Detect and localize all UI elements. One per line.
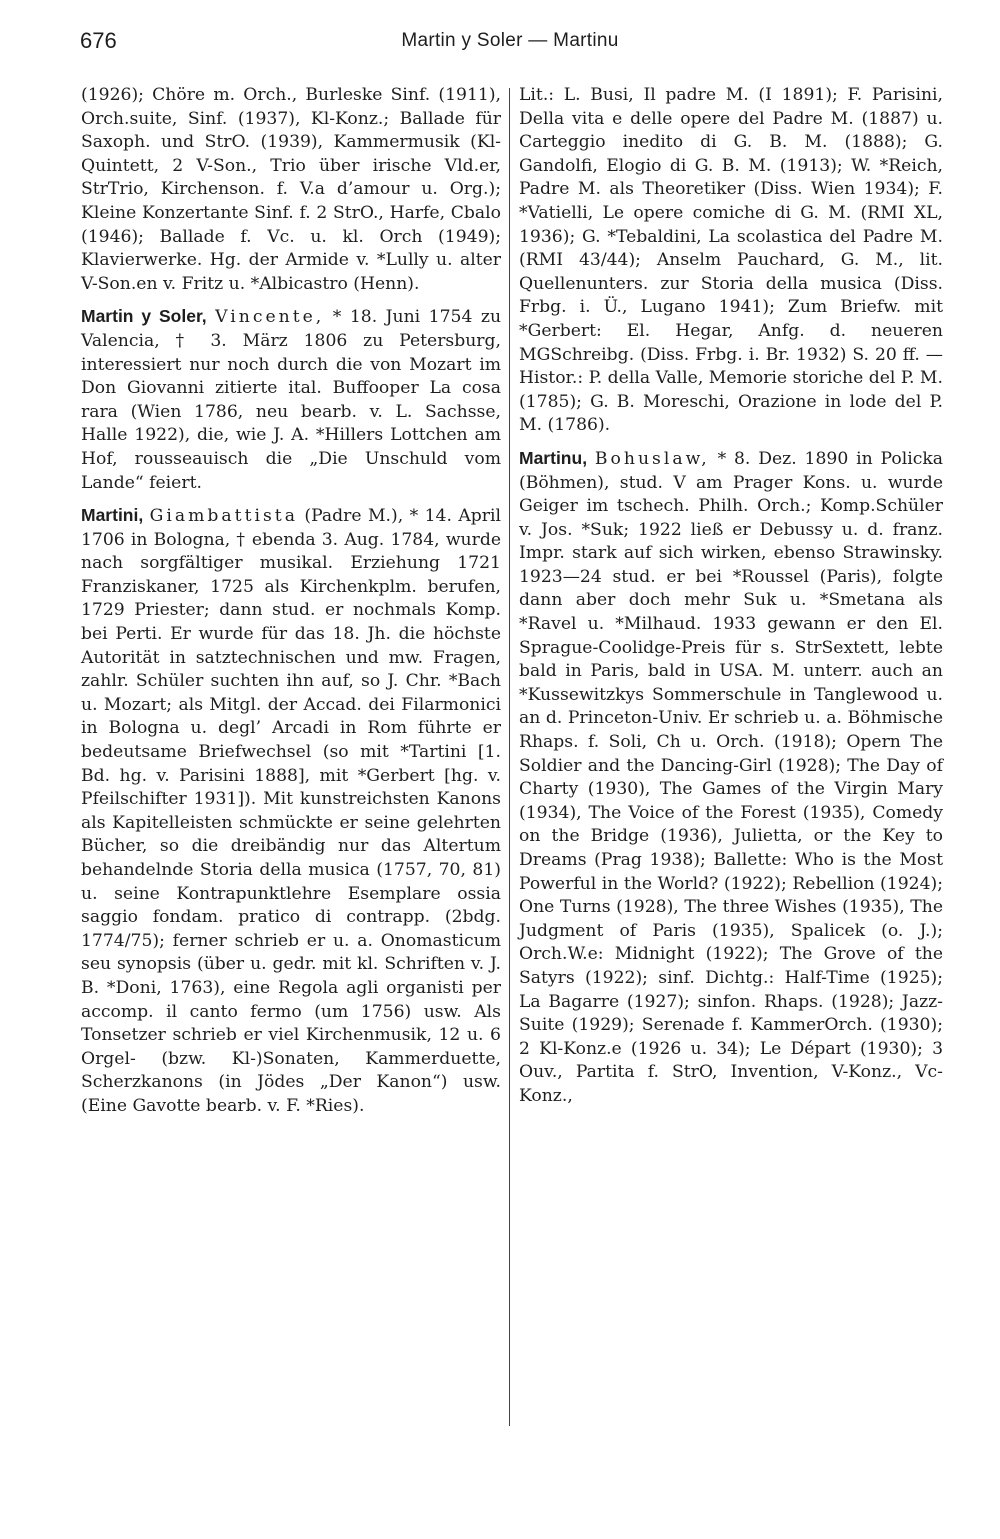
continuation-paragraph: (1926); Chöre m. Orch., Burleske Sinf. (1911), Orch.suite, Sinf. (1937), Kl-Konz.; Ballade für Saxoph. und StrO. (1939), Kammermusik (Kl-Quintett, 2 V-Son., Trio über irische Vld.er, StrTrio, Kirchenson. f. V.a d’amour u. Org.); Kleine Konzertante Sinf. f. 2 StrO., Harfe, Cbalo (1946); Ballade f. Vc. u. kl. Orch (1949); Klavierwerke. Hg. der Armide v. *Lully u. alter V-Son.en v. Fritz u. *Albicastro (Henn).: [81, 85, 501, 294]
running-head: Martin y Soler — Martinu: [401, 30, 619, 51]
entry-martinu: [519, 447, 943, 1109]
page-header: [80, 28, 940, 64]
entry-first-name: Bohuslaw,: [594, 448, 710, 469]
entry-headword: Martini,: [81, 505, 144, 526]
right-column: [519, 84, 943, 1109]
entry-headword: Martinu,: [519, 447, 588, 468]
entry-martini: [81, 504, 501, 1118]
entry-headword: Martin y Soler,: [81, 306, 207, 327]
entry-text: (Padre M.), * 14. April 1706 in Bologna, † ebenda 3. Aug. 1784, wurde nach sorgfältiger musikal. Erziehung 1721 Franziskaner, 1725 als Kirchenkplm. berufen, 1729 Priester; dann stud. er nochmals Komp. bei Perti. Er wurde für das 18. Jh. die höchste Autorität in satztechnischen und mw. Fragen, zahlr. Schüler suchten ihn auf, so J. Chr. *Bach u. Mozart; als Mitgl. der Accad. dei Filarmonici in Bologna u. degl’ Arcadi in Rom führte er bedeutsame Briefwechsel (so mit *Tartini [1. Bd. hg. v. Parisini 1888], mit *Gerbert [hg. v. Pfeilschifter 1931]). Mit kunstreichsten Kanons als Kapitelleisten schmückte er seine gelehrten Bücher, so die dreibändig nur das Altertum behandelnde Storia della musica (1757, 70, 81) u. seine Kontrapunktlehre Esemplare ossia saggio fondam. pratico di contrapp. (2bdg. 1774/75); ferner schrieb er u. a. Onomasticum seu synopsis (über u. gedr. mit kl. Schriften v. J. B. *Doni, 1763), eine Regola agli organisti per accomp. il canto fermo (um 1756) usw. Als Tonsetzer schrieb er viel Kirchenmusik, 12 u. 6 Orgel- (bzw. Kl-)Sonaten, Kammerduette, Scherzkanons (in Jödes „Der Kanon“) usw. (Eine Gavotte bearb. v. F. *Ries).: [81, 506, 501, 1116]
entry-text: * 8. Dez. 1890 in Policka (Böhmen), stud. V am Prager Kons. u. wurde Geiger im tschech. Philh. Orch.; Komp.Schüler v. Jos. *Suk; 1922 ließ er Debussy u. d. franz. Impr. stark auf sich wirken, ebenso Strawinsky. 1923—24 stud. er bei *Roussel (Paris), folgte dann aber doch mehr Suk u. *Smetana als *Ravel u. *Milhaud. 1933 gewann er den El. Sprague-Coolidge-Preis für s. StrSextett, lebte bald in Paris, bald in USA. M. unterr. auch an *Kussewitzkys Sommerschule in Tanglewood u. an d. Princeton-Univ. Er schrieb u. a. Böhmische Rhaps. f. Soli, Ch u. Orch. (1918); Opern The Soldier and the Dancing-Girl (1928); The Day of Charty (1930), The Games of the Virgin Mary (1934), The Voice of the Forest (1935), Comedy on the Bridge (1936), Julietta, or the Key to Dreams (Prag 1938); Ballette: Who is the Most Powerful in the World? (1922); Rebellion (1924); One Turns (1928), The three Wishes (1935), The Judgment of Paris (1935), Spalicek (o. J.); Orch.W.e: Midnight (1922); The Grove of the Satyrs (1922); sinf. Dichtg.: Half-Time (1925); La Bagarre (1927); sinfon. Rhaps. (1928); Jazz-Suite (1929); Serenade f. KammerOrch. (1930); 2 Kl-Konz.e (1926 u. 34); Le Départ (1930); 3 Ouv., Partita f. StrO, Invention, V-Konz., Vc-Konz.,: [519, 448, 943, 1106]
entry-first-name: Giambattista: [149, 506, 298, 527]
left-column: [81, 84, 501, 1119]
page-number: 676: [80, 28, 117, 53]
entry-first-name: Vincente,: [215, 307, 325, 328]
entry-text: * 18. Juni 1754 zu Valencia, † 3. März 1806 zu Petersburg, interessiert nur noch durch die von Mozart im Don Giovanni zitierte ital. Buffooper La cosa rara (Wien 1786, neu bearb. v. L. Sachsse, Halle 1922), die, wie J. A. *Hillers Lottchen am Hof, rousseauisch die „Die Unschuld vom Lande“ feiert.: [81, 307, 502, 493]
entry-martin-y-soler: [81, 305, 501, 495]
column-divider: [509, 88, 510, 1426]
literature-paragraph: Lit.: L. Busi, Il padre M. (I 1891); F. Parisini, Della vita e delle opere del Padre M. (1887) u. Carteggio inedito di G. B. M. (1888); G. Gandolfi, Elogio di G. B. M. (1913); W. *Reich, Padre M. als Theoretiker (Diss. Wien 1934); F. *Vatielli, Le opere comiche di G. M. (RMI XL, 1936); G. *Tebaldini, La scolastica del Padre M. (RMI 43/44); Anselm Pauchard, G. M., lit. Quellenunters. zur Storia della musica (Diss. Frbg. i. Ü., Lugano 1941); Zum Briefw. mit *Gerbert: El. Hegar, Anfg. d. neueren MGSchreibg. (Diss. Frbg. i. Br. 1932) S. 20 ff. — Histor.: P. della Valle, Memorie storiche del P. M. (1785); G. B. Moreschi, Orazione in lode del P. M. (1786).: [519, 85, 943, 436]
